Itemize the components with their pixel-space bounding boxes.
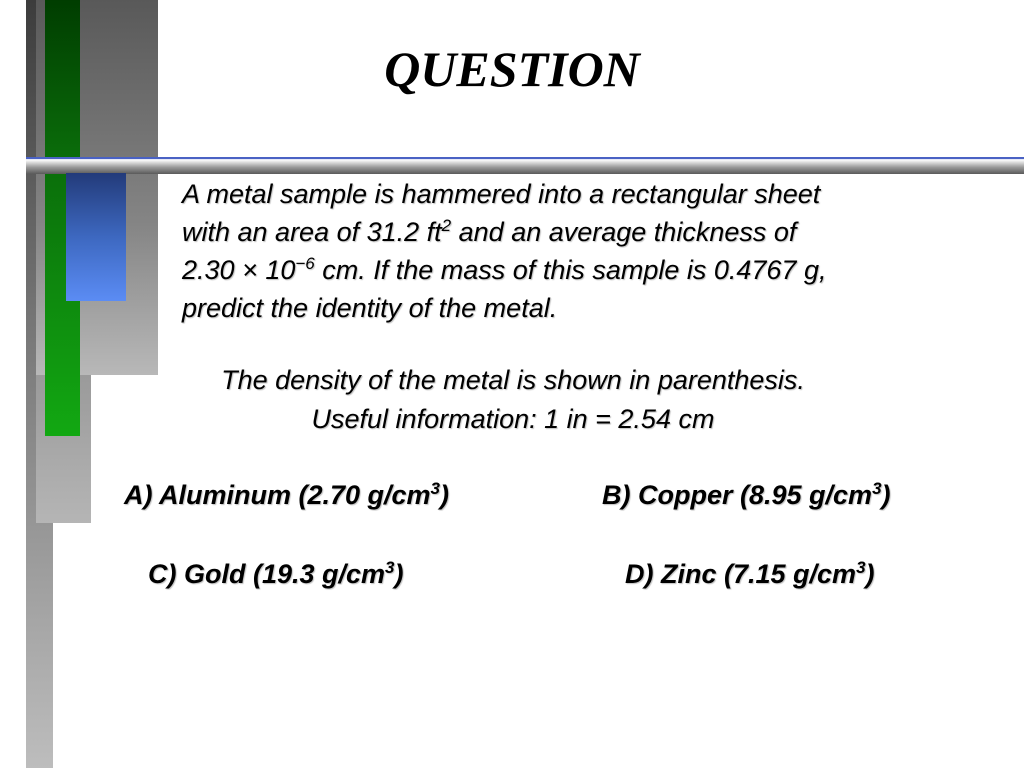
question-line-1: A metal sample is hammered into a rectangular sheet: [182, 179, 821, 209]
choice-d: D) Zinc (7.15 $g/cm^3$): [625, 558, 875, 589]
blue-block: [66, 173, 126, 301]
density-note: The density of the metal is shown in parenthesis.: [221, 365, 805, 395]
choice-c: C) Gold (19.3 $g/cm^3$): [148, 558, 404, 589]
question-line-2: with an area of 31.2 $ft^2$ and an average thickness of: [182, 216, 797, 247]
slide-title: QUESTION: [384, 41, 640, 97]
useful-info: Useful information: 1 in = 2.54 cm: [311, 404, 715, 434]
choice-b: B) Copper (8.95 $g/cm^3$): [602, 479, 891, 510]
choice-a: A) Aluminum (2.70 $g/cm^3$): [124, 479, 450, 510]
divider-blue-edge: [26, 157, 1024, 159]
question-line-4: predict the identity of the metal.: [182, 293, 558, 323]
question-text: [182, 175, 982, 327]
horizontal-divider: [26, 157, 1024, 174]
question-line-3: $2.30 \times 10^{-6}$ cm. If the mass of this sample is 0.4767 g,: [182, 254, 827, 285]
